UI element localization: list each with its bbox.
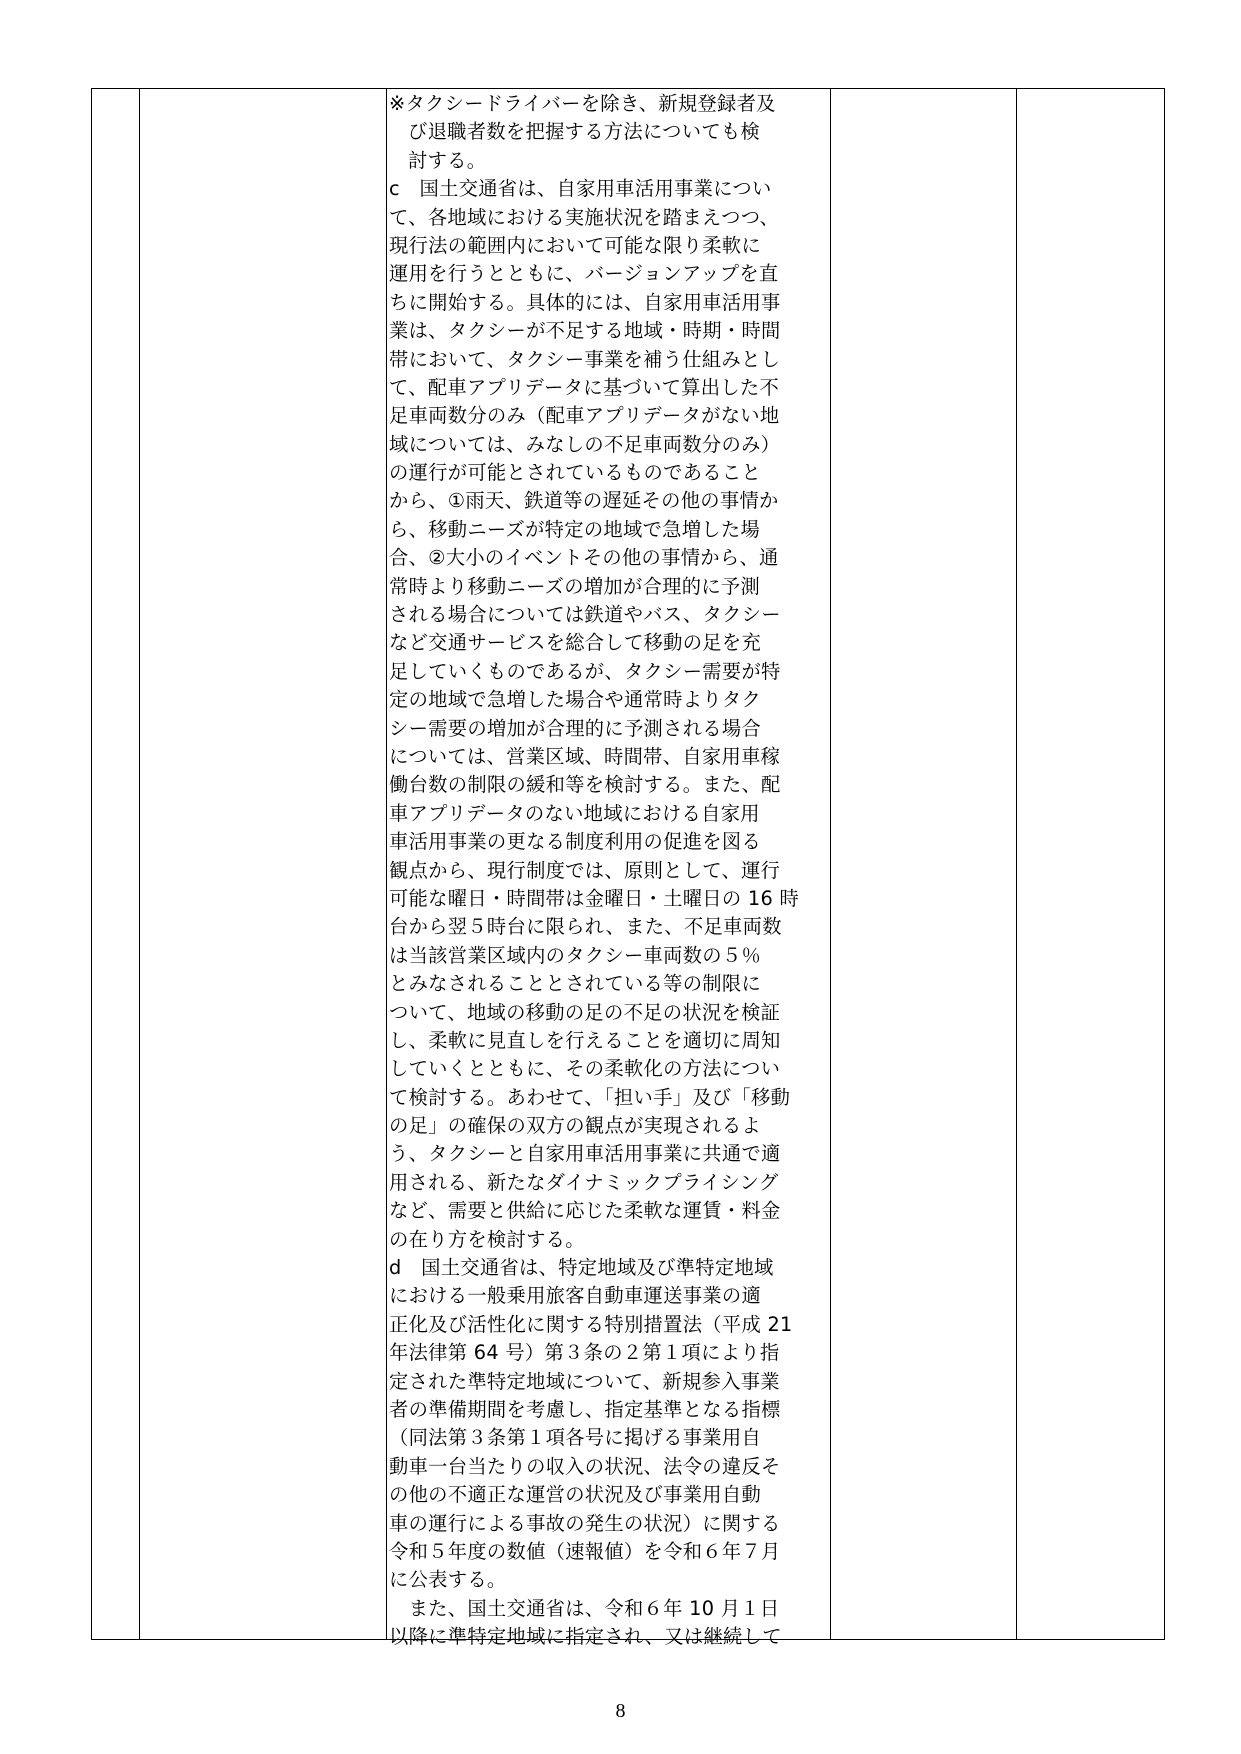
text-line: 動車一台当たりの収入の状況、法令の違反そ — [389, 1454, 781, 1478]
text-line: における一般乗用旅客自動車運送事業の適 — [389, 1284, 762, 1308]
text-line: ついて、地域の移動の足の不足の状況を検証 — [389, 1000, 781, 1024]
text-line: など、需要と供給に応じた柔軟な運賃・料金 — [389, 1199, 781, 1223]
text-line: 働台数の制限の緩和等を検討する。また、配 — [389, 773, 781, 797]
text-line: される場合については鉄道やバス、タクシー — [389, 603, 781, 627]
text-line: d 国土交通省は、特定地域及び準特定地域 — [389, 1256, 774, 1280]
text-line: に公表する。 — [389, 1568, 507, 1592]
text-line: の運行が可能とされているものであること — [389, 461, 762, 485]
text-line: は当該営業区域内のタクシー車両数の５％ — [389, 943, 762, 967]
text-line: て、各地域における実施状況を踏まえつつ、 — [389, 205, 780, 229]
text-line: 車の運行による事故の発生の状況）に関する — [389, 1511, 781, 1535]
text-line: て検討する。あわせて、「担い手」及び「移動 — [389, 1085, 791, 1109]
text-line: の他の不適正な運営の状況及び事業用自動 — [389, 1483, 762, 1507]
text-line: し、柔軟に見直しを行えることを適切に周知 — [389, 1028, 781, 1052]
text-line: 討する。 — [408, 148, 487, 172]
text-line: 車アプリデータのない地域における自家用 — [389, 801, 760, 825]
text-line: シー需要の増加が合理的に予測される場合 — [389, 716, 762, 740]
text-line: 業は、タクシーが不足する地域・時期・時間 — [389, 319, 781, 343]
text-line: 常時より移動ニーズの増加が合理的に予測 — [389, 574, 761, 598]
measure-text-cell — [389, 90, 829, 1651]
text-line: c 国土交通省は、自家用車活用事業につい — [389, 177, 772, 201]
text-line: 可能な曜日・時間帯は金曜日・土曜日の 16 時 — [389, 886, 800, 910]
text-line: 域については、みなしの不足車両数分のみ） — [389, 432, 781, 456]
column-divider — [1016, 88, 1017, 1640]
text-line: 以降に準特定地域に指定され、又は継続して — [389, 1625, 782, 1649]
text-line: 現行法の範囲内において可能な限り柔軟に — [389, 233, 762, 257]
text-line: については、営業区域、時間帯、自家用車稼 — [389, 744, 781, 768]
text-line: 定の地域で急増した場合や通常時よりタク — [389, 688, 762, 712]
text-line: また、国土交通省は、令和６年 10 月１日 — [389, 1596, 780, 1620]
text-line: ら、移動ニーズが特定の地域で急増した場 — [389, 517, 761, 541]
page-number: 8 — [615, 1700, 626, 1722]
text-line: 足車両数分のみ（配車アプリデータがない地 — [389, 404, 780, 428]
text-line: 年法律第 64 号）第３条の２第１項により指 — [389, 1341, 780, 1365]
column-divider — [830, 88, 831, 1640]
text-line: 運用を行うとともに、バージョンアップを直 — [389, 262, 779, 286]
column-divider — [386, 88, 387, 1640]
text-line: の足」の確保の双方の観点が実現されるよ — [389, 1114, 762, 1138]
text-line: （同法第３条第１項各号に掲げる事業用自 — [389, 1426, 762, 1450]
text-line: 用される、新たなダイナミックプライシング — [389, 1170, 779, 1194]
text-line: て、配車アプリデータに基づいて算出した不 — [389, 375, 780, 399]
text-line: び退職者数を把握する方法についても検 — [408, 120, 761, 144]
text-line: 令和５年度の数値（速報値）を令和６年７月 — [389, 1539, 781, 1563]
column-divider — [139, 88, 140, 1640]
text-line: 足していくものであるが、タクシー需要が特 — [389, 659, 781, 683]
text-line: ちに開始する。具体的には、自家用車活用事 — [389, 290, 781, 314]
text-line: など交通サービスを総合して移動の足を充 — [389, 631, 762, 655]
text-line: 合、②大小のイベントその他の事情から、通 — [389, 546, 779, 570]
text-line: 定された準特定地域について、新規参入事業 — [389, 1369, 780, 1393]
text-line: 台から翌５時台に限られ、また、不足車両数 — [389, 915, 782, 939]
text-line: から、①雨天、鉄道等の遅延その他の事情か — [389, 489, 779, 513]
text-line: していくとともに、その柔軟化の方法につい — [389, 1057, 781, 1081]
text-line: 帯において、タクシー事業を補う仕組みとし — [389, 347, 781, 371]
text-line: う、タクシーと自家用車活用事業に共通で適 — [389, 1142, 781, 1166]
text-line: 車活用事業の更なる制度利用の促進を図る — [389, 830, 762, 854]
text-line: 観点から、現行制度では、原則として、運行 — [389, 858, 781, 882]
text-line: 者の準備期間を考慮し、指定基準となる指標 — [389, 1397, 781, 1421]
text-line: の在り方を検討する。 — [389, 1227, 585, 1251]
text-line: 正化及び活性化に関する特別措置法（平成 21 — [389, 1312, 793, 1336]
text-line: ※タクシードライバーを除き、新規登録者及 — [389, 92, 776, 115]
text-line: とみなされることとされている等の制限に — [389, 972, 762, 996]
